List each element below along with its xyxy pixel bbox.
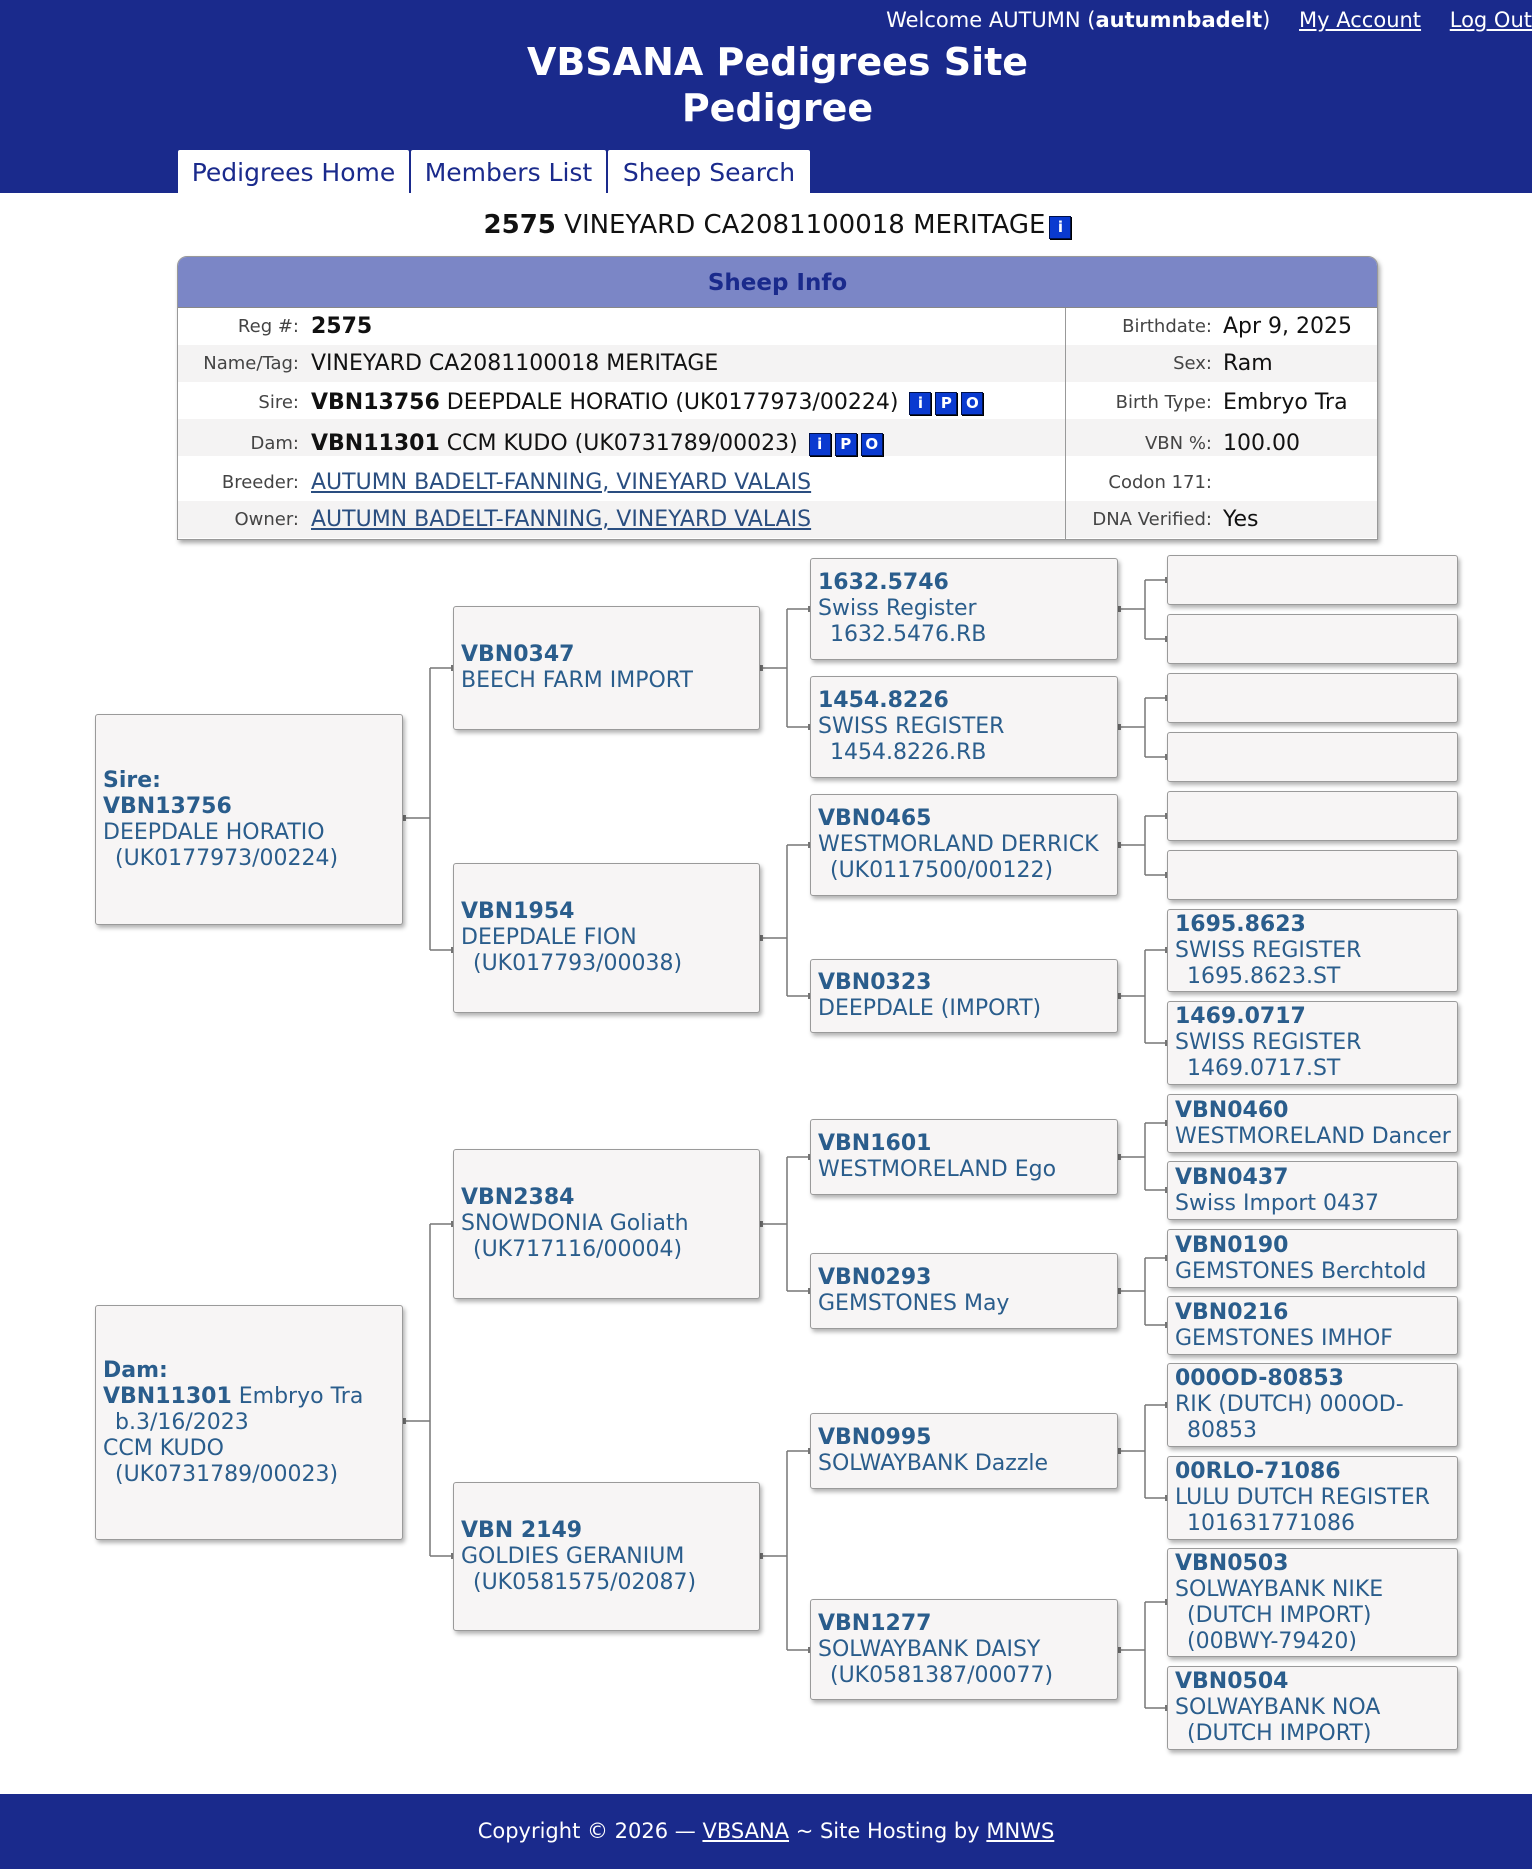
pedigree-dam-box[interactable]: Dam: VBN11301 Embryo Tra b.3/16/2023 CCM KUDO (UK0731789/00023) (95, 1305, 403, 1540)
heading-name: VINEYARD CA2081100018 MERITAGE (564, 210, 1046, 240)
codon-label: Codon 171: (1108, 472, 1212, 493)
vbn-value: 100.00 (1223, 431, 1300, 456)
pedigree-gen4-empty (1167, 614, 1458, 664)
vbsana-link[interactable]: VBSANA (702, 1819, 790, 1843)
log-out-link[interactable]: Log Out (1449, 8, 1532, 32)
tab-members-list[interactable]: Members List (410, 149, 607, 193)
pedigree-gen4-box[interactable]: VBN0504 SOLWAYBANK NOA (DUTCH IMPORT) (1167, 1666, 1458, 1750)
pedigree-gen3-box[interactable]: 1632.5746 Swiss Register 1632.5476.RB (810, 558, 1118, 660)
pedigree-gen2-box[interactable]: VBN1954 DEEPDALE FION (UK017793/00038) (453, 863, 760, 1013)
dam-pedigree-icon[interactable]: P (835, 433, 857, 456)
pedigree-gen4-empty (1167, 673, 1458, 723)
sire-pedigree-icon[interactable]: P (935, 392, 957, 415)
breeder-label: Breeder: (221, 472, 299, 493)
pedigree-gen3-box[interactable]: 1454.8226 SWISS REGISTER 1454.8226.RB (810, 676, 1118, 778)
dam-value: VBN11301 CCM KUDO (UK0731789/00023) i P O (311, 423, 883, 464)
birthdate-value: Apr 9, 2025 (1223, 314, 1353, 339)
owner-link[interactable]: AUTUMN BADELT-FANNING, VINEYARD VALAIS (311, 507, 812, 532)
reg-value: 2575 (311, 314, 373, 339)
birth-type-value: Embryo Tra (1223, 390, 1348, 415)
pedigree-gen4-box[interactable]: VBN0216 GEMSTONES IMHOF (1167, 1296, 1458, 1355)
pedigree-gen2-box[interactable]: VBN 2149 GOLDIES GERANIUM (UK0581575/02087) (453, 1482, 760, 1631)
sire-info-icon[interactable]: i (909, 392, 931, 415)
sire-label: Sire: (258, 392, 299, 413)
sire-value: VBN13756 DEEPDALE HORATIO (UK0177973/00224) i P O (311, 382, 983, 423)
pedigree-gen4-box[interactable]: VBN0503 SOLWAYBANK NIKE (DUTCH IMPORT) (00BWY-79420) (1167, 1548, 1458, 1657)
pedigree-gen4-box[interactable]: 00RLO-71086 LULU DUTCH REGISTER 101631771086 (1167, 1456, 1458, 1540)
name-label: Name/Tag: (203, 353, 299, 374)
username: autumnbadelt (1095, 8, 1263, 32)
pedigree-gen3-box[interactable]: VBN1277 SOLWAYBANK DAISY (UK0581387/00077) (810, 1599, 1118, 1700)
pedigree-gen3-box[interactable]: VBN0995 SOLWAYBANK Dazzle (810, 1413, 1118, 1489)
pedigree-gen2-box[interactable]: VBN0347 BEECH FARM IMPORT (453, 606, 760, 730)
sex-value: Ram (1223, 351, 1273, 376)
pedigree-gen3-box[interactable]: VBN0465 WESTMORLAND DERRICK (UK0117500/00122) (810, 794, 1118, 896)
my-account-link[interactable]: My Account (1299, 8, 1422, 32)
page-title: Pedigree (681, 86, 874, 130)
pedigree-gen4-box[interactable]: 1469.0717 SWISS REGISTER 1469.0717.ST (1167, 1001, 1458, 1085)
tab-sheep-search[interactable]: Sheep Search (607, 149, 811, 193)
sex-label: Sex: (1173, 353, 1212, 374)
pedigree-gen4-box[interactable]: 000OD-80853 RIK (DUTCH) 000OD- 80853 (1167, 1363, 1458, 1447)
pedigree-gen4-empty (1167, 732, 1458, 782)
birthdate-label: Birthdate: (1122, 316, 1212, 337)
pedigree-gen4-box[interactable]: VBN0190 GEMSTONES Berchtold (1167, 1229, 1458, 1288)
dna-value: Yes (1223, 507, 1259, 532)
dam-offspring-icon[interactable]: O (861, 433, 883, 456)
pedigree-gen4-empty (1167, 791, 1458, 841)
site-footer (0, 1794, 1532, 1869)
pedigree-gen4-box[interactable]: VBN0437 Swiss Import 0437 (1167, 1161, 1458, 1220)
pedigree-gen4-box[interactable]: 1695.8623 SWISS REGISTER 1695.8623.ST (1167, 909, 1458, 992)
sire-offspring-icon[interactable]: O (961, 392, 983, 415)
breeder-link[interactable]: AUTUMN BADELT-FANNING, VINEYARD VALAIS (311, 470, 812, 495)
pedigree-gen3-box[interactable]: VBN0323 DEEPDALE (IMPORT) (810, 959, 1118, 1033)
dna-label: DNA Verified: (1092, 509, 1212, 530)
mnws-link[interactable]: MNWS (986, 1819, 1055, 1843)
pedigree-gen4-empty (1167, 555, 1458, 605)
pedigree-gen2-box[interactable]: VBN2384 SNOWDONIA Goliath (UK717116/00004) (453, 1149, 760, 1299)
tab-pedigrees-home[interactable]: Pedigrees Home (177, 149, 410, 193)
pedigree-gen3-box[interactable]: VBN1601 WESTMORELAND Ego (810, 1119, 1118, 1195)
pedigree-sire-box[interactable]: Sire: VBN13756 DEEPDALE HORATIO (UK0177973/00224) (95, 714, 403, 925)
vbn-label: VBN %: (1144, 433, 1212, 454)
birth-type-label: Birth Type: (1115, 392, 1212, 413)
hosting-text: ~ Site Hosting by (789, 1819, 987, 1843)
site-title: VBSANA Pedigrees Site (526, 40, 1029, 84)
heading-reg: 2575 (483, 210, 556, 240)
owner-label: Owner: (234, 509, 299, 530)
dam-label: Dam: (250, 433, 299, 454)
pedigree-gen4-box[interactable]: VBN0460 WESTMORELAND Dancer (1167, 1094, 1458, 1153)
dam-info-icon[interactable]: i (809, 433, 831, 456)
reg-label: Reg #: (237, 316, 299, 337)
pedigree-gen4-empty (1167, 850, 1458, 900)
welcome-text: Welcome AUTUMN (autumnbadelt) (886, 8, 1271, 32)
sheep-info-title: Sheep Info (178, 257, 1377, 308)
pedigree-gen3-box[interactable]: VBN0293 GEMSTONES May (810, 1253, 1118, 1329)
copyright-text: Copyright © 2026 — (477, 1819, 703, 1843)
info-icon[interactable]: i (1049, 216, 1071, 239)
name-value: VINEYARD CA2081100018 MERITAGE (311, 351, 719, 376)
